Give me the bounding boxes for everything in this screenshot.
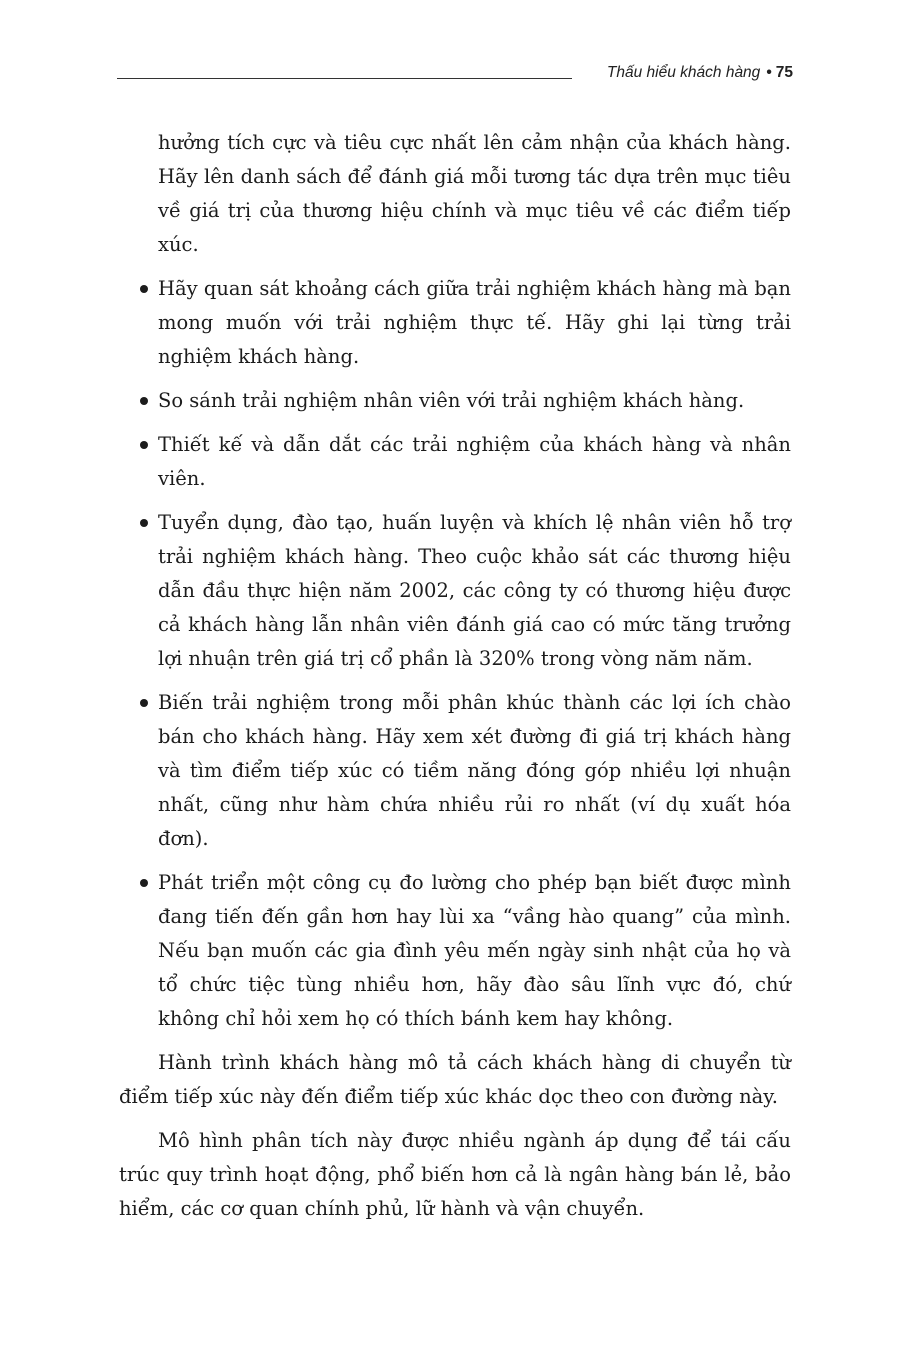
bullet-marker: [140, 519, 148, 527]
body-paragraph: Hành trình khách hàng mô tả cách khách hàng di chuyển từ điểm tiếp xúc này đến điểm tiếp xúc khác dọc theo con đường này.: [119, 1051, 791, 1108]
bullet-list: [119, 272, 791, 1036]
bullet-item: [119, 384, 791, 418]
bullet-marker: [140, 699, 148, 707]
bullet-marker: [140, 285, 148, 293]
header-rule: [117, 78, 572, 79]
chapter-title: Thấu hiểu khách hàng: [606, 64, 761, 81]
bullet-marker: [140, 441, 148, 449]
bullet-text: Thiết kế và dẫn dắt các trải nghiệm của khách hàng và nhân viên.: [158, 433, 791, 490]
bullet-item: [119, 866, 791, 1036]
bullet-item: [119, 272, 791, 374]
continued-paragraph: hưởng tích cực và tiêu cực nhất lên cảm nhận của khách hàng. Hãy lên danh sách để đánh giá mỗi tương tác dựa trên mục tiêu về giá trị của thương hiệu chính và mục tiêu về các điểm tiếp xúc.: [158, 131, 791, 256]
page-body: [119, 126, 791, 1236]
bullet-text: Biến trải nghiệm trong mỗi phân khúc thành các lợi ích chào bán cho khách hàng. Hãy xem xét đường đi giá trị khách hàng và tìm điểm tiếp xúc có tiềm năng đóng góp nhiều lợi nhuận nhất, cũng như hàm chứa nhiều rủi ro nhất (ví dụ xuất hóa đơn).: [158, 691, 791, 850]
header-text: [607, 64, 793, 82]
bullet-item: [119, 428, 791, 496]
bullet-item: [119, 506, 791, 676]
bullet-text: Hãy quan sát khoảng cách giữa trải nghiệm khách hàng mà bạn mong muốn với trải nghiệm thực tế. Hãy ghi lại từng trải nghiệm khách hàng.: [158, 277, 791, 368]
bullet-text: Tuyển dụng, đào tạo, huấn luyện và khích lệ nhân viên hỗ trợ trải nghiệm khách hàng. Theo cuộc khảo sát các thương hiệu dẫn đầu thực hiện năm 2002, các công ty có thương hiệu được cả khách hàng lẫn nhân viên đánh giá cao có mức tăng trưởng lợi nhuận trên giá trị cổ phần là 320% trong vòng năm năm.: [158, 511, 791, 670]
bullet-marker: [140, 397, 148, 405]
bullet-text: Phát triển một công cụ đo lường cho phép bạn biết được mình đang tiến đến gần hơn hay lùi xa “vầng hào quang” của mình. Nếu bạn muốn các gia đình yêu mến ngày sinh nhật của họ và tổ chức tiệc tùng nhiều hơn, hãy đào sâu lĩnh vực đó, chứ không chỉ hỏi xem họ có thích bánh kem hay không.: [158, 871, 791, 1030]
body-paragraph: Mô hình phân tích này được nhiều ngành áp dụng để tái cấu trúc quy trình hoạt động, phổ biến hơn cả là ngân hàng bán lẻ, bảo hiểm, các cơ quan chính phủ, lữ hành và vận chuyển.: [119, 1129, 791, 1220]
bullet-marker: [140, 879, 148, 887]
header-separator: •: [766, 64, 772, 81]
page-number: 75: [775, 64, 793, 81]
running-header: [117, 62, 793, 88]
bullet-text: So sánh trải nghiệm nhân viên với trải nghiệm khách hàng.: [158, 389, 745, 412]
bullet-item: [119, 686, 791, 856]
